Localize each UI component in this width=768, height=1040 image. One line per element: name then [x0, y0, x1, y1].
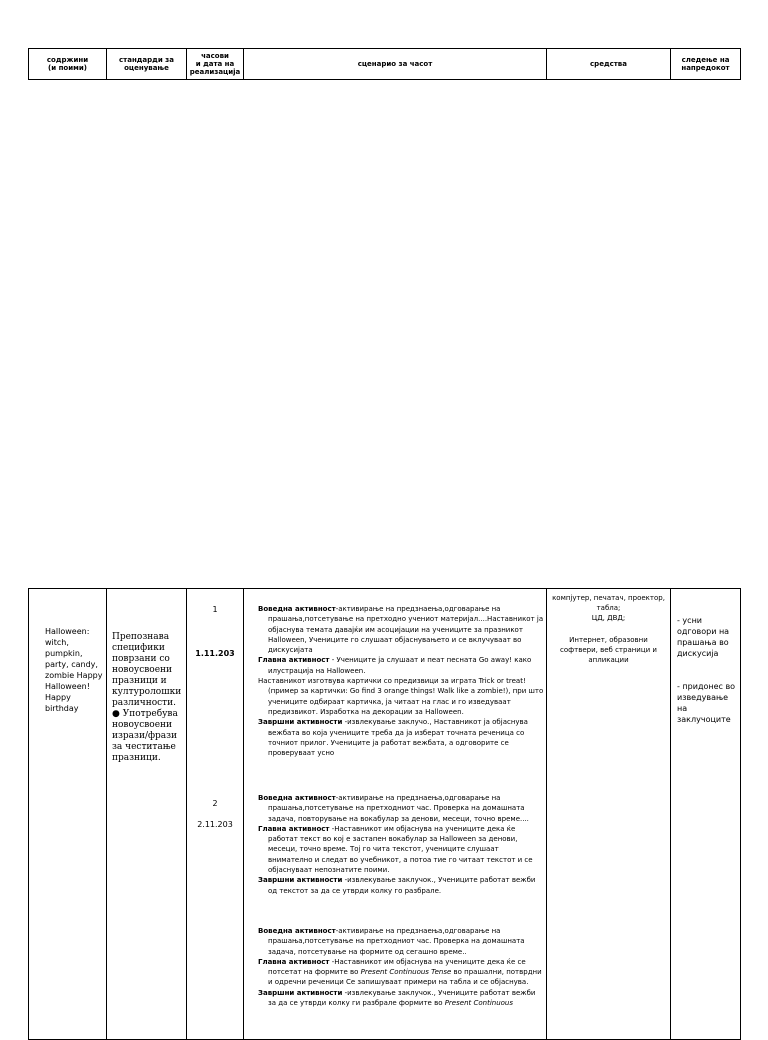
scenario-block-2: Воведна активност-активирање на предзнаења,одговарање на прашања,потсетување на претходниот час. Проверка на домашната задача, повторување на вокабулар за денови, месеци, точно време.... Главна активност -Наставникот им објаснува на учениците дека ќе работат текст во кој е застапен вокабулар за Halloween за денови, месеци, точно време. Тој го чита текстот, учениците слушаат внимателно и следат во учебникот, а потоа тие го читаат текстот и се објаснуваат непознатите поими. Завршни активности -извлекување заклучок., Учениците работат вежби од текстот за да се утврди колку го разбрале. — [258, 794, 536, 895]
header-resources: средства — [547, 49, 671, 80]
standards-text: Препознава специфики поврзани со новоусвоени празници и културолошки различности. ● Употребува новоусвоени изрази/фрази за честитање празници. — [112, 632, 182, 763]
lesson-plan-body-table — [28, 588, 741, 1040]
lesson-1-number: 1 — [212, 605, 218, 614]
topics-text: Halloween: witch, pumpkin, party, candy, zombie Happy Halloween! Happy birthday — [45, 627, 103, 713]
resources-line-3: Интернет, образовни софтвери, веб страници и апликации — [560, 636, 657, 664]
tracking-cell — [671, 589, 741, 1040]
lessons-cell — [187, 589, 244, 1040]
topics-cell — [29, 589, 107, 1040]
header-hours: часови и дата на реализација — [187, 49, 244, 80]
header-content: содржини (и поими) — [29, 49, 107, 80]
scenario-cell — [244, 589, 547, 1040]
resources-cell — [547, 589, 671, 1040]
lesson-1-date: 1.11.203 — [195, 649, 235, 658]
resources-line-2: ЦД, ДВД; — [591, 614, 626, 622]
scenario-block-1: Воведна активност-активирање на предзнаења,одговарање на прашања,потсетување на претходно учениот материјал....Наставникот ја објаснува темата давајќи им асоцијации на учениците за празникот Halloween, Учениците го слушаат објаснувањето и се вклучуваат во дискусијата Главна активност - Учениците ја слушаат и пеат песната Go away! како илустрација на Halloween. Наставникот изготвува картички со предизвици за играта Trick or treat! (пример за картички: Go find 3 orange things! Walk like a zombie!), при што учениците одбираат картичка, ја читаат на глас и го изведуваат предизвикот. Изработка на декорации за Halloween. Завршни активности -извлекување заклучо., Наставникот ја објаснува вежбата во која учениците треба да ја изберат точната реченица со точниот прилог. Учениците ја работат вежбата, а одговорите се проверуваат усно — [258, 605, 544, 758]
header-scenario: сценарио за часот — [244, 49, 547, 80]
standards-cell — [107, 589, 187, 1040]
lesson-2-date: 2.11.203 — [197, 820, 233, 829]
resources-line-1: компјутер, печатач, проектор, табла; — [552, 594, 665, 612]
header-standards: стандарди за оценување — [107, 49, 187, 80]
header-tracking: следење на напредокот — [671, 49, 741, 80]
lesson-plan-header-table — [28, 48, 741, 80]
lesson-2-number: 2 — [212, 799, 218, 808]
tracking-item-1: - усни одговори на прашања во дискусија — [677, 616, 730, 658]
tracking-item-2: - придонес во изведување на заклучоците — [677, 682, 736, 724]
scenario-block-3: Воведна активност-активирање на предзнаења,одговарање на прашања,потсетување на претходниот час. Проверка на домашната задача, потсетување на формите од сегашно време.. Главна активност -Наставникот им објаснува на учениците дека ќе се потсетат на формите во Present Continuous Tense во прашални, потврдни и одречни реченици Се запишуваат примери на табла и се објаснува. Завршни активности -извлекување заклучок., Учениците работат вежби за да се утврди колку ги разбрале формите во Present Continuous — [258, 927, 542, 1008]
